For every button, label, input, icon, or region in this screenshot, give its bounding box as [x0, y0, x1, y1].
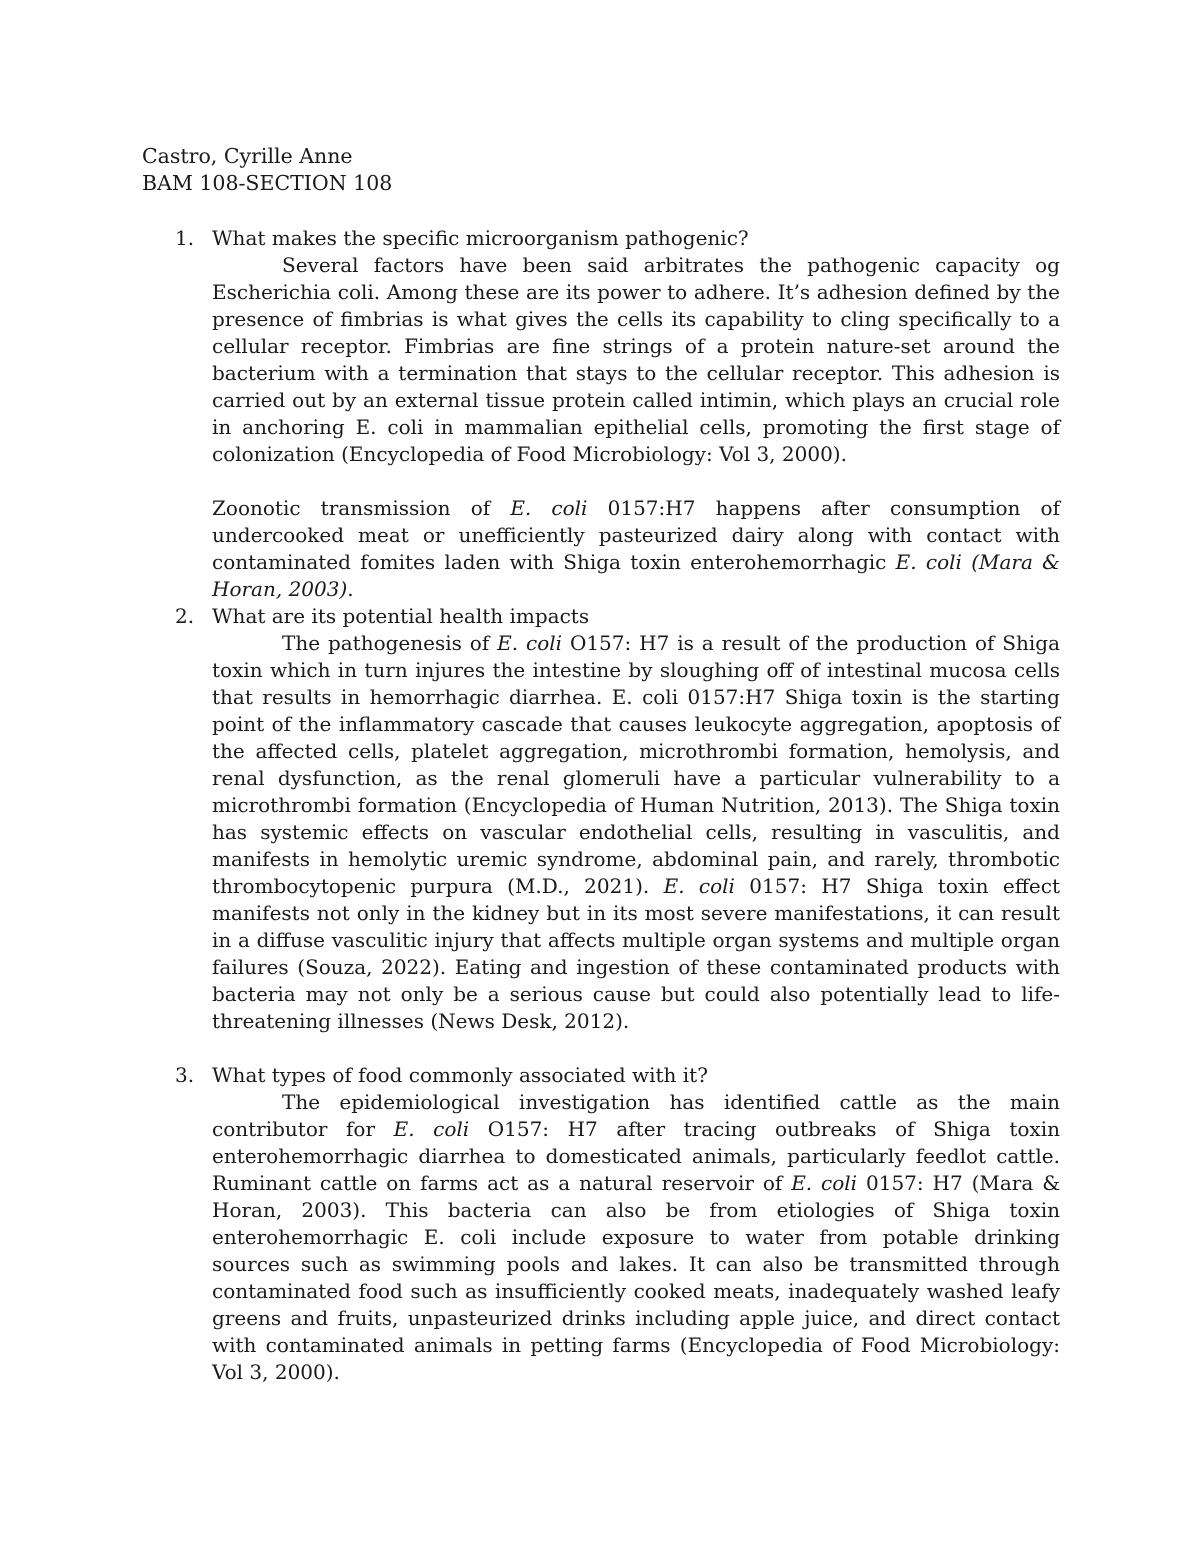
course-section: BAM 108-SECTION 108	[142, 171, 393, 195]
document-header	[142, 143, 392, 197]
question-number: 3.	[175, 1063, 195, 1087]
answer-paragraph: Zoonotic transmission of E. coli 0157:H7 happens after consumption of undercooked meat or unefficiently pasteurized dairy along with contact with contaminated fomites laden with Shiga toxin enterohemorrhagic E. coli (Mara & Horan, 2003).	[212, 496, 1061, 601]
question-title: What are its potential health impacts	[212, 604, 590, 628]
answer-paragraph: The epidemiological investigation has identified cattle as the main contributor for E. coli O157: H7 after tracing outbreaks of Shiga toxin enterohemorrhagic diarrhea to domesticated animals, particularly feedlot cattle. Ruminant cattle on farms act as a natural reservoir of E. coli 0157: H7 (Mara & Horan, 2003). This bacteria can also be from etiologies of Shiga toxin enterohemorrhagic E. coli include exposure to water from potable drinking sources such as swimming pools and lakes. It can also be transmitted through contaminated food such as insufficiently cooked meats, inadequately washed leafy greens and fruits, unpasteurized drinks including apple juice, and direct contact with contaminated animals in petting farms (Encyclopedia of Food Microbiology: Vol 3, 2000).	[212, 1090, 1060, 1384]
question-number: 2.	[175, 604, 195, 628]
question-title: What makes the specific microorganism pathogenic?	[212, 226, 749, 250]
answer-paragraph: Several factors have been said arbitrates the pathogenic capacity og Escherichia coli. Among these are its power to adhere. It’s adhesion defined by the presence of fimbrias is what gives the cells its capability to cling specifically to a cellular receptor. Fimbrias are fine strings of a protein nature-set around the bacterium with a termination that stays to the cellular receptor. This adhesion is carried out by an external tissue protein called intimin, which plays an crucial role in anchoring E. coli in mammalian epithelial cells, promoting the first stage of colonization (Encyclopedia of Food Microbiology: Vol 3, 2000).	[212, 253, 1060, 466]
answer-paragraph: The pathogenesis of E. coli O157: H7 is a result of the production of Shiga toxin which in turn injures the intestine by sloughing off of intestinal mucosa cells that results in hemorrhagic diarrhea. E. coli 0157:H7 Shiga toxin is the starting point of the inflammatory cascade that causes leukocyte aggregation, apoptosis of the affected cells, platelet aggregation, microthrombi formation, hemolysis, and renal dysfunction, as the renal glomeruli have a particular vulnerability to a microthrombi formation (Encyclopedia of Human Nutrition, 2013). The Shiga toxin has systemic effects on vascular endothelial cells, resulting in vasculitis, and manifests in hemolytic uremic syndrome, abdominal pain, and rarely, thrombotic thrombocytopenic purpura (M.D., 2021). E. coli 0157: H7 Shiga toxin effect manifests not only in the kidney but in its most severe manifestations, it can result in a diffuse vasculitic injury that affects multiple organ systems and multiple organ failures (Souza, 2022). Eating and ingestion of these contaminated products with bacteria may not only be a serious cause but could also potentially lead to life-threatening illnesses (News Desk, 2012).	[212, 631, 1060, 1033]
question-3	[142, 1062, 1060, 1386]
question-title: What types of food commonly associated with it?	[212, 1063, 708, 1087]
student-name: Castro, Cyrille Anne	[142, 144, 353, 168]
question-number: 1.	[175, 226, 195, 250]
question-1	[142, 225, 1060, 603]
question-2	[142, 603, 1060, 1035]
